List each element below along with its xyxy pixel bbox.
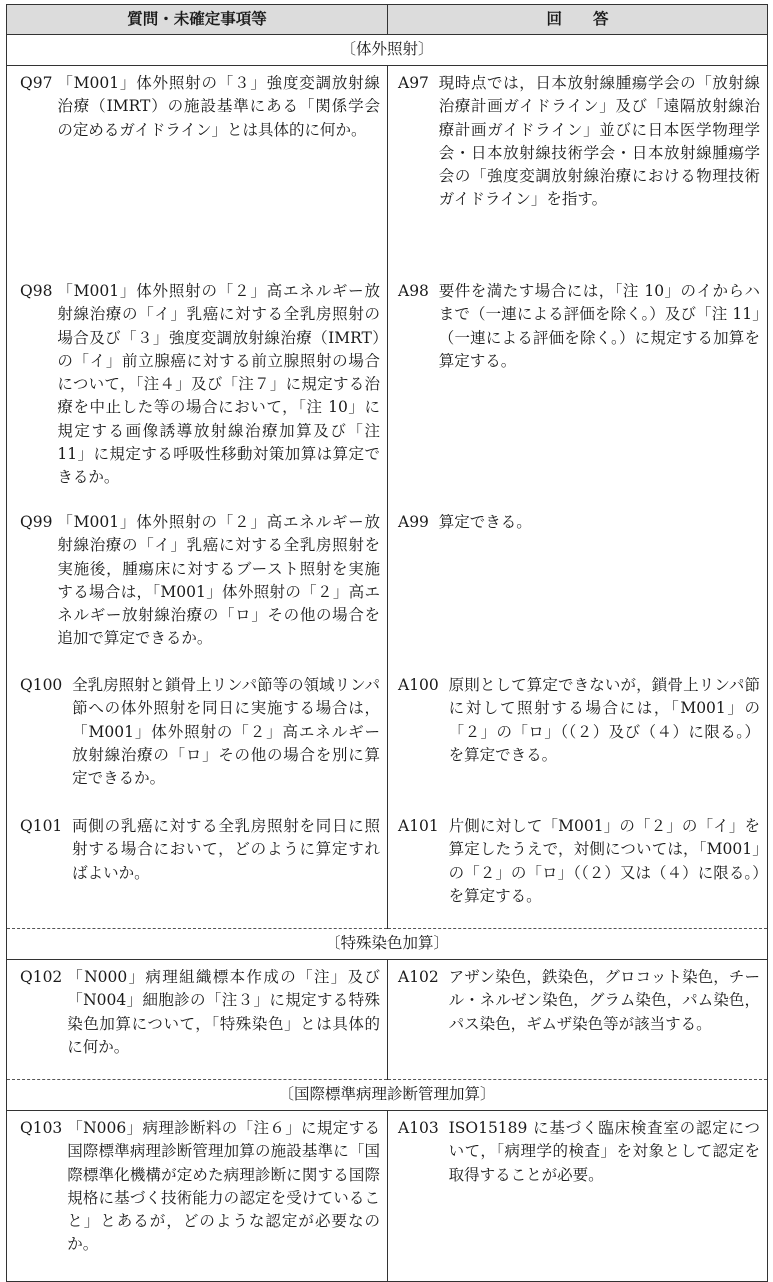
answer-text: 要件を満たす場合には，「注 10」のイからハまで（一連による評価を除く。）及び「注 11」（一連による評価を除く。）に規定する加算を算定する。 — [438, 282, 760, 370]
question-cell — [7, 1111, 388, 1282]
question-label: Q101 — [20, 817, 63, 835]
question-label: Q100 — [20, 676, 63, 694]
table-row — [7, 505, 768, 668]
qa-table — [6, 4, 768, 1282]
table-row — [7, 1111, 768, 1282]
question-label: Q102 — [20, 968, 63, 986]
question-label: Q97 — [20, 74, 53, 92]
question-column-header: 質問・未確定事項等 — [7, 5, 388, 35]
section-row — [7, 929, 768, 960]
answer-text: 現時点では，日本放射線腫瘍学会の「放射線治療計画ガイドライン」及び「遠隔放射線治療計画ガイドライン」並びに日本医学物理学会・日本放射線技術学会・日本放射線腫瘍学会の「強度変調放射線治療における物理技術ガイドライン」を指す。 — [438, 74, 760, 209]
answer-cell — [388, 66, 768, 275]
table-row — [7, 66, 768, 275]
table-row — [7, 960, 768, 1080]
answer-label: A102 — [398, 968, 439, 986]
header-row — [7, 5, 768, 35]
question-text: 「N006」病理診断料の「注６」に規定する国際標準病理診断管理加算の施設基準に「国際標準化機構が定めた病理診断に関する国際規格に基づく技術能力の認定を受けていること」とあるが，どのような認定が必要なのか。 — [67, 1119, 380, 1254]
answer-label: A97 — [398, 74, 429, 92]
answer-cell — [388, 274, 768, 505]
section-title-special-staining: 〔特殊染色加算〕 — [7, 929, 768, 960]
answer-label: A99 — [398, 513, 429, 531]
question-cell — [7, 809, 388, 929]
question-text: 全乳房照射と鎖骨上リンパ節等の領域リンパ節への体外照射を同日に実施する場合は，「M001」体外照射の「２」高エネルギー放射線治療の「ロ」その他の場合を別に算定できるか。 — [72, 676, 380, 788]
section-title-international-pathology: 〔国際標準病理診断管理加算〕 — [7, 1080, 768, 1111]
table-row — [7, 668, 768, 809]
answer-column-header: 回 答 — [388, 5, 768, 35]
question-text: 「M001」体外照射の「３」強度変調放射線治療（IMRT）の施設基準にある「関係学会の定めるガイドライン」とは具体的に何か。 — [57, 74, 380, 139]
answer-text: 算定できる。 — [438, 513, 532, 531]
answer-label: A98 — [398, 282, 429, 300]
question-cell — [7, 274, 388, 505]
answer-cell — [388, 960, 768, 1080]
answer-cell — [388, 668, 768, 809]
answer-text: ISO15189 に基づく臨床検査室の認定について，「病理学的検査」を対象として認定を取得することが必要。 — [448, 1119, 760, 1184]
question-cell — [7, 505, 388, 668]
answer-cell — [388, 809, 768, 929]
table-row — [7, 809, 768, 929]
question-label: Q98 — [20, 282, 53, 300]
answer-label: A103 — [398, 1119, 439, 1137]
answer-label: A100 — [398, 676, 439, 694]
question-text: 「N000」病理組織標本作成の「注」及び「N004」細胞診の「注３」に規定する特殊染色加算について，「特殊染色」とは具体的に何か。 — [67, 968, 380, 1056]
question-text: 「M001」体外照射の「２」高エネルギー放射線治療の「イ」乳癌に対する全乳房照射を実施後，腫瘍床に対するブースト照射を実施する場合は，「M001」体外照射の「２」高エネルギー放射線治療の「ロ」その他の場合を追加で算定できるか。 — [57, 513, 380, 648]
qa-document — [6, 4, 767, 1254]
answer-cell — [388, 505, 768, 668]
section-title-external-irradiation: 〔体外照射〕 — [7, 35, 768, 66]
question-text: 両側の乳癌に対する全乳房照射を同日に照射する場合において，どのように算定すればよいか。 — [72, 817, 380, 882]
answer-label: A101 — [398, 817, 439, 835]
question-text: 「M001」体外照射の「２」高エネルギー放射線治療の「イ」乳癌に対する全乳房照射の場合及び「３」強度変調放射線治療（IMRT）の「イ」前立腺癌に対する前立腺照射の場合について，「注４」及び「注７」に規定する治療を中止した等の場合において，「注 10」に規定する画像誘導放射線治療加算及び「注 11」に規定する呼吸性移動対策加算は算定できるか。 — [57, 282, 380, 487]
answer-cell — [388, 1111, 768, 1282]
answer-text: アザン染色，鉄染色，グロコット染色，チール・ネルゼン染色，グラム染色，パム染色，パス染色，ギムザ染色等が該当する。 — [448, 968, 760, 1033]
question-label: Q99 — [20, 513, 53, 531]
question-label: Q103 — [20, 1119, 63, 1137]
question-cell — [7, 960, 388, 1080]
table-row — [7, 274, 768, 505]
section-row — [7, 35, 768, 66]
answer-text: 片側に対して「M001」の「２」の「イ」を算定したうえで，対側については，「M001」の「２」の「ロ」（（２）又は（４）に限る。）を算定する。 — [448, 817, 760, 905]
answer-text: 原則として算定できないが，鎖骨上リンパ節に対して照射する場合には，「M001」の「２」の「ロ」（（２）及び（４）に限る。）を算定できる。 — [448, 676, 760, 764]
question-cell — [7, 66, 388, 275]
question-cell — [7, 668, 388, 809]
section-row — [7, 1080, 768, 1111]
